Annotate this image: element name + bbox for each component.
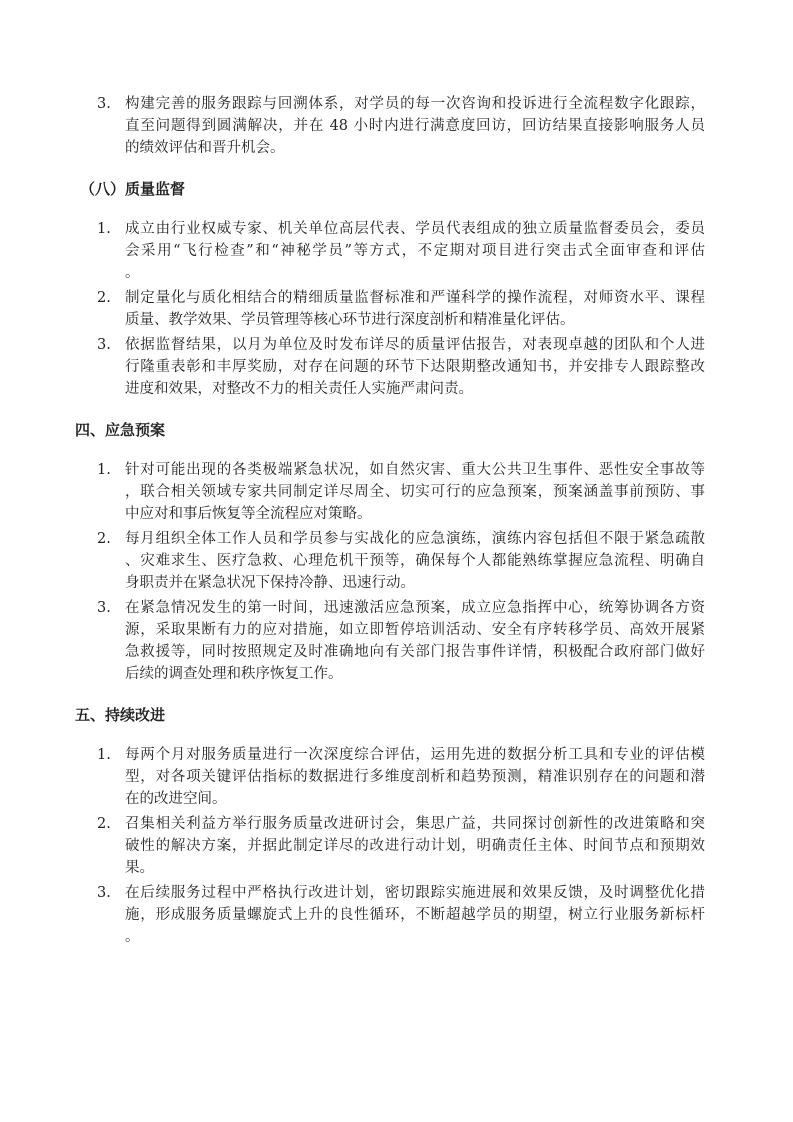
text-line: 进度和效果，对整改不力的相关责任人实施严肃问责。 bbox=[125, 381, 473, 397]
list-item bbox=[97, 528, 707, 594]
list-item bbox=[97, 882, 707, 948]
text-line: 质量、教学效果、学员管理等核心环节进行深度剖析和精准量化评估。 bbox=[125, 312, 575, 328]
text-line: 身职责并在紧急状况下保持冷静、迅速行动。 bbox=[125, 575, 415, 591]
text-line: 后续的调查处理和秩序恢复工作。 bbox=[125, 666, 343, 682]
text-line: 型，对各项关键评估指标的数据进行多维度剖析和趋势预测，精准识别存在的问题和潜 bbox=[125, 769, 705, 785]
list-number: 1. bbox=[97, 462, 111, 478]
text-line: 果。 bbox=[125, 860, 154, 876]
list-number: 2. bbox=[97, 290, 111, 306]
text-line: 的绩效评估和晋升机会。 bbox=[125, 140, 285, 156]
text-line: ，联合相关领域专家共同制定详尽周全、切实可行的应急预案，预案涵盖事前预防、事 bbox=[125, 484, 705, 500]
list-item bbox=[97, 93, 707, 159]
text-line: 在紧急情况发生的第一时间，迅速激活应急预案，成立应急指挥中心，统筹协调各方资 bbox=[125, 600, 705, 616]
list-number: 3. bbox=[97, 337, 111, 353]
text-line: 针对可能出现的各类极端紧急状况，如自然灾害、重大公共卫生事件、恶性安全事故等 bbox=[125, 462, 705, 478]
list-item bbox=[97, 744, 707, 810]
text-line: 成立由行业权威专家、机关单位高层代表、学员代表组成的独立质量监督委员会，委员 bbox=[125, 221, 705, 237]
text-line: 会采用“飞行检查”和“神秘学员”等方式，不定期对项目进行突击式全面审查和评估 bbox=[125, 243, 705, 259]
section-heading: （八）质量监督 bbox=[80, 180, 186, 198]
document-body bbox=[0, 93, 793, 948]
list-item bbox=[97, 597, 707, 685]
text-line: 急救援等，同时按照规定及时准确地向有关部门报告事件详情，积极配合政府部门做好 bbox=[125, 644, 705, 660]
text-line: 在后续服务过程中严格执行改进计划，密切跟踪实施进展和效果反馈，及时调整优化措 bbox=[125, 885, 705, 901]
text-line: 中应对和事后恢复等全流程应对策略。 bbox=[125, 506, 372, 522]
list-number: 1. bbox=[97, 747, 111, 763]
text-line: 、灾难求生、医疗急救、心理危机干预等，确保每个人都能熟练掌握应急流程、明确自 bbox=[125, 553, 705, 569]
list-item bbox=[97, 813, 707, 879]
text-line: 行隆重表彰和丰厚奖励，对存在问题的环节下达限期整改通知书，并安排专人跟踪整改 bbox=[125, 359, 705, 375]
text-line: 制定量化与质化相结合的精细质量监督标准和严谨科学的操作流程，对师资水平、课程 bbox=[125, 290, 705, 306]
text-line: 直至问题得到圆满解决，并在 48 小时内进行满意度回访，回访结果直接影响服务人员 bbox=[125, 118, 705, 134]
text-line: 构建完善的服务跟踪与回溯体系，对学员的每一次咨询和投诉进行全流程数字化跟踪， bbox=[125, 96, 705, 112]
list-number: 3. bbox=[97, 96, 111, 112]
list-number: 2. bbox=[97, 531, 111, 547]
list-item bbox=[97, 334, 707, 400]
text-line: 每月组织全体工作人员和学员参与实战化的应急演练，演练内容包括但不限于紧急疏散 bbox=[125, 531, 705, 547]
list-item bbox=[97, 459, 707, 525]
text-line: 施，形成服务质量螺旋式上升的良性循环，不断超越学员的期望，树立行业服务新标杆 bbox=[125, 907, 705, 923]
list-number: 3. bbox=[97, 600, 111, 616]
list-number: 2. bbox=[97, 816, 111, 832]
list-item bbox=[97, 218, 707, 284]
section-heading: 五、持续改进 bbox=[75, 706, 166, 724]
text-line: 依据监督结果，以月为单位及时发布详尽的质量评估报告，对表现卓越的团队和个人进 bbox=[125, 337, 705, 353]
text-line: 。 bbox=[125, 265, 140, 281]
text-line: 在的改进空间。 bbox=[125, 791, 227, 807]
list-item bbox=[97, 287, 707, 331]
text-line: 破性的解决方案，并据此制定详尽的改进行动计划，明确责任主体、时间节点和预期效 bbox=[125, 838, 705, 854]
list-number: 1. bbox=[97, 221, 111, 237]
list-number: 3. bbox=[97, 885, 111, 901]
section-heading: 四、应急预案 bbox=[75, 421, 166, 439]
text-line: 召集相关利益方举行服务质量改进研讨会，集思广益，共同探讨创新性的改进策略和突 bbox=[125, 816, 705, 832]
text-line: 每两个月对服务质量进行一次深度综合评估，运用先进的数据分析工具和专业的评估模 bbox=[125, 747, 705, 763]
text-line: 。 bbox=[125, 929, 140, 945]
text-line: 源，采取果断有力的应对措施，如立即暂停培训活动、安全有序转移学员、高效开展紧 bbox=[125, 622, 705, 638]
